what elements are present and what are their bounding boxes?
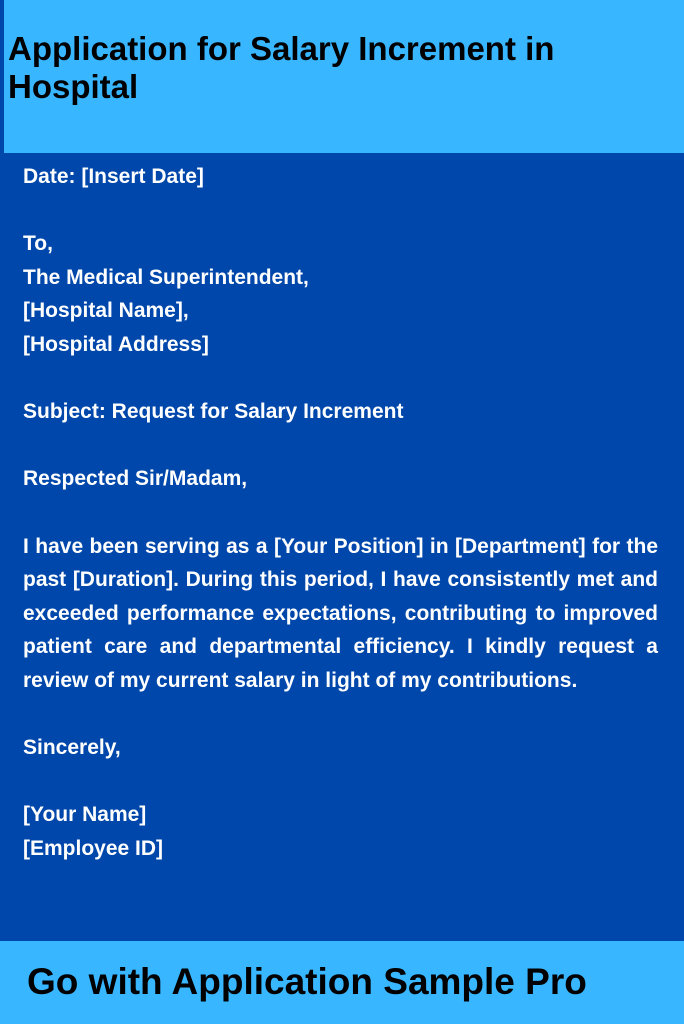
letter-salutation: Respected Sir/Madam,: [23, 467, 248, 491]
letter-date: Date: [Insert Date]: [23, 165, 204, 188]
spacer: [23, 496, 658, 530]
spacer: [23, 194, 658, 228]
letter-body: I have been serving as a [Your Position] in [Department] for the past [Duration]. During this period, I have consistently met and exceeded performance expectations, contributing to improved patient care and departmental efficiency. I kindly request a review of my current salary in light of my contributions.: [23, 534, 658, 692]
footer-banner: [0, 941, 684, 1024]
letter-hospital-name: [Hospital Name],: [23, 299, 189, 323]
spacer: [23, 429, 658, 463]
letter-content: [23, 160, 658, 865]
letter-to: To,: [23, 232, 53, 256]
spacer: [23, 765, 658, 799]
footer-text: Go with Application Sample Pro: [27, 961, 587, 1002]
page-title: Application for Salary Increment in Hospital: [8, 30, 555, 105]
letter-employee-id: [Employee ID]: [23, 836, 164, 860]
header-banner: [0, 0, 684, 153]
letter-recipient: The Medical Superintendent,: [23, 265, 309, 289]
letter-closing: Sincerely,: [23, 736, 121, 760]
spacer: [23, 362, 658, 396]
letter-subject: Subject: Request for Salary Increment: [23, 400, 404, 424]
spacer: [23, 698, 658, 732]
letter-hospital-address: [Hospital Address]: [23, 332, 209, 356]
letter-signature-name: [Your Name]: [23, 803, 147, 827]
